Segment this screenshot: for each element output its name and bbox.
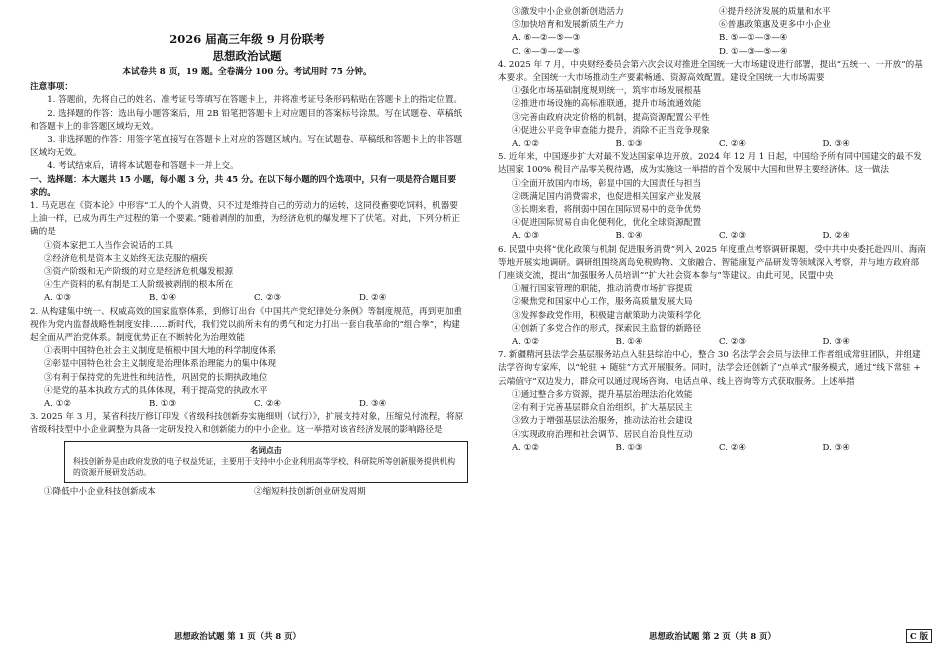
statement: ①强化市场基础制度规则统一，筑牢市场发展根基 (512, 86, 702, 97)
answer-choices (30, 398, 464, 411)
statement: ⑥普惠政策惠及更多中小企业 (719, 20, 831, 31)
choice-d: D. ①—③—⑤—④ (719, 46, 788, 57)
statement: ③完善由政府决定价格的机制，提高资源配置公平性 (512, 112, 710, 123)
statement: ②聚焦党和国家中心工作，服务高质量发展大局 (512, 297, 693, 308)
statement-row (498, 19, 926, 32)
exam-title: 2026 届高三年级 9 月份联考 (169, 32, 325, 46)
choice-c: C. ②③ (719, 337, 747, 348)
choice-d: D. ②④ (822, 231, 850, 242)
question-stem: 1. 马克思在《资本论》中形容“工人的个人消费，只不过是维持自己的劳动力的运转，这同役畜要吃饲料，机器要上油一样，已成为再生产过程的第一个要素。”随着剥削的加重，为经济危机的爆发埋下了伏笔。对此，下列分析正确的是 (30, 201, 460, 238)
choice-c: C. ②④ (254, 399, 282, 410)
statement: ①履行国家管理的职能，推动消费市场扩容提质 (512, 284, 693, 295)
answer-choices (498, 442, 926, 455)
choice-a: A. ①② (512, 139, 540, 150)
question-stem: 2. 从构建集中统一、权威高效的国家监察体系，到修订出台《中国共产党纪律处分条例》等制度规范，再到更加重视作为党内监督战略性制度安排……新时代，我们党以前所未有的勇气和定力打出一套自我革命的“组合拳”，构建起全面从严治党体系。制度优势正在不断转化为治理效能 (30, 306, 463, 344)
statement: ③致力于增强基层法治服务，推动法治社会建设 (512, 416, 693, 427)
question-7 (498, 349, 926, 455)
answer-choices (498, 336, 926, 349)
box-text: 科技创新券是由政府发放的电子权益凭证，主要用于支持中小企业利用高等学校、科研院所等创新服务提供机构的资源开展研发活动。 (73, 456, 456, 477)
statement: ②彰显中国特色社会主义制度是治理体系治理能力的集中体现 (44, 359, 277, 370)
question-stem: 4. 2025 年 7 月，中央财经委员会第六次会议对推进全国统一大市场建设进行部署，提出“五统一、一开放”的基本要求。全国统一大市场推动生产要素畅通、资源高效配置。建设全国统一大市场需要 (498, 59, 923, 84)
choice-a: A. ①② (512, 337, 540, 348)
choice-a: A. ①② (512, 442, 540, 453)
choice-c: C. ②④ (719, 139, 747, 150)
choice-d: D. ②④ (359, 293, 387, 304)
answer-choices (498, 138, 926, 151)
choice-c: C. ②③ (719, 231, 747, 242)
question-5 (498, 151, 926, 243)
choice-a: A. ⑥—②—⑤—③ (512, 33, 581, 44)
choice-d: D. ③④ (822, 337, 850, 348)
page-1-content (30, 6, 464, 499)
choice-c: C. ④—③—②—⑤ (512, 46, 581, 57)
question-4 (498, 59, 926, 151)
question-stem: 7. 新疆精河县法学会基层服务站点入驻县综治中心，整合 30 名法学会会员与法律工作者组成常驻团队，并组建法学咨询专家库，以“轮驻 + 随驻”方式开展服务。同时，法学会还创新了“点单式”服务模式，通过“线下常驻 + 云端值守”双边发力，群众可以通过现场咨询、电话点单、线上咨询等方式获取服务。上述举措 (498, 350, 921, 387)
answer-choices (498, 46, 926, 59)
box-title: 名词点击 (250, 445, 282, 455)
choice-b: B. ①④ (615, 337, 643, 348)
statement: ②经济危机是资本主义始终无法克服的痼疾 (44, 253, 208, 264)
choice-b: B. ⑤—①—③—④ (719, 33, 788, 44)
statement: ①资本家把工人当作会说话的工具 (44, 240, 173, 251)
statement: ②有利于完善基层群众自治组织，扩大基层民主 (512, 403, 693, 414)
question-3-continued (498, 6, 926, 59)
question-3 (30, 411, 464, 499)
answer-choices (498, 32, 926, 45)
section-heading: 一、选择题：本大题共 15 小题，每小题 3 分，共 45 分。在以下每小题的四个选项中，只有一项是符合题目要求的。 (30, 174, 456, 198)
statement-row (498, 6, 926, 19)
statement: ①全面开放国内市场，彰显中国的大国责任与担当 (512, 178, 702, 189)
statement: ④促进公平竞争审查能力提升，消除不正当竞争现象 (512, 125, 710, 136)
choice-b: B. ①③ (149, 399, 177, 410)
answer-choices (498, 230, 926, 243)
choice-b: B. ①④ (615, 231, 643, 242)
statement: ④实现政府治理和社会调节、居民自治良性互动 (512, 429, 693, 440)
notice-heading: 注意事项： (30, 82, 73, 93)
statement: ④提升经济发展的质量和水平 (719, 7, 831, 17)
notice-item: 3. 非选择题的作答：用签字笔直接写在答题卡上对应的答题区域内。写在试题卷、草稿纸和答题卡上的非答题区域均无效。 (30, 135, 463, 159)
choice-d: D. ③④ (822, 442, 850, 453)
choice-a: A. ①③ (44, 293, 72, 304)
statement: ④是党的基本执政方式的具体体现，利于提高党的执政水平 (44, 385, 268, 396)
page-2-content (498, 6, 926, 455)
choice-a: A. ①② (44, 399, 72, 410)
statement: ③发挥参政党作用，积极建言献策助力决策科学化 (512, 310, 702, 321)
statement: ③资产阶级和无产阶级的对立是经济危机爆发根源 (44, 267, 234, 278)
choice-b: B. ①④ (149, 293, 177, 304)
statement: ③激发中小企业创新创造活力 (512, 7, 624, 17)
statement: ④促进国际贸易自由化便利化，优化全球资源配置 (512, 218, 702, 229)
question-stem: 6. 民盟中央将“优化政策与机制 促进服务消费”列入 2025 年度重点考察调研课题，受中共中央委托赴四川、海南等地开展实地调研。调研组围绕离岛免税购物、文旅融合、智能康复产品研发等领域深入考察，并与地方政府部门座谈交流，提出“加强服务人员培训”“扩大社会资本参与”等建议。由此可见，民盟中央 (498, 244, 926, 282)
choice-d: D. ③④ (359, 399, 387, 410)
choice-a: A. ①③ (512, 231, 540, 242)
question-1 (30, 200, 464, 306)
statement: ①表明中国特色社会主义制度是植根中国大地的科学制度体系 (44, 346, 277, 357)
statement: ④创新了多党合作的形式，探索民主监督的新路径 (512, 323, 702, 334)
choice-b: B. ①③ (615, 139, 643, 150)
statement: ①通过整合多方资源，提升基层治理法治化效能 (512, 389, 693, 400)
choice-d: D. ③④ (822, 139, 850, 150)
term-explanation-box (64, 441, 468, 483)
exam-info: 本试卷共 8 页，19 题。全卷满分 100 分。考试用时 75 分钟。 (122, 67, 372, 77)
answer-choices (30, 292, 464, 305)
question-2 (30, 306, 464, 412)
statement: ②缩短科技创新创业研发周期 (254, 486, 366, 497)
version-badge: C 版 (906, 629, 932, 643)
statement: ②既满足国内消费需求，也促进相关国家产业发展 (512, 191, 702, 202)
notice-item: 2. 选择题的作答：选出每小题答案后，用 2B 铅笔把答题卡上对应题目的答案标号涂黑。写在试题卷、草稿纸和答题卡上的非答题区域均无效。 (30, 108, 463, 132)
notice-item: 4. 考试结束后，请将本试题卷和答题卡一并上交。 (47, 161, 239, 172)
question-stem: 3. 2025 年 3 月，某省科技厅修订印发《省级科技创新券实施细则（试行）》，扩展支持对象，压缩兑付流程，将原省级科技型中小企业调整为具备一定研发投入和创新能力的中小企业。这一举措对该省经济发展的影响路径是 (30, 412, 464, 436)
statement: ④生产资料的私有制是工人阶级被剥削的根本所在 (44, 280, 234, 291)
choice-c: C. ②④ (719, 442, 747, 453)
subject-title: 思想政治试题 (212, 49, 282, 63)
choice-c: C. ②③ (254, 293, 282, 304)
statement: ③长期来看，将削弱中国在国际贸易中的竞争优势 (512, 205, 702, 216)
question-stem: 5. 近年来，中国逐步扩大对最不发达国家单边开放。2024 年 12 月 1 日起，中国给予所有同中国建交的最不发达国家 100% 税目产品零关税待遇，成为实施这一举措的首个发展中大国和世界主要经济体。这一做法 (498, 152, 922, 176)
page-footer: 思想政治试题 第 2 页（共 8 页） (649, 630, 776, 641)
statement: ②推进市场设施的高标准联通，提升市场流通效能 (512, 99, 702, 110)
statement: ⑤加快培育和发展新质生产力 (512, 20, 624, 31)
question-6 (498, 244, 926, 350)
statement: ①降低中小企业科技创新成本 (44, 486, 156, 497)
notice-item: 1. 答题前，先将自己的姓名、准考证号等填写在答题卡上，并将准考证号条形码粘贴在答题卡上的指定位置。 (47, 95, 463, 106)
statement-row (30, 486, 464, 499)
statement: ③有利于保持党的先进性和纯洁性，巩固党的长期执政地位 (44, 372, 268, 383)
page-footer: 思想政治试题 第 1 页（共 8 页） (174, 630, 301, 641)
page-2 (475, 0, 950, 659)
choice-b: B. ①③ (615, 442, 643, 453)
